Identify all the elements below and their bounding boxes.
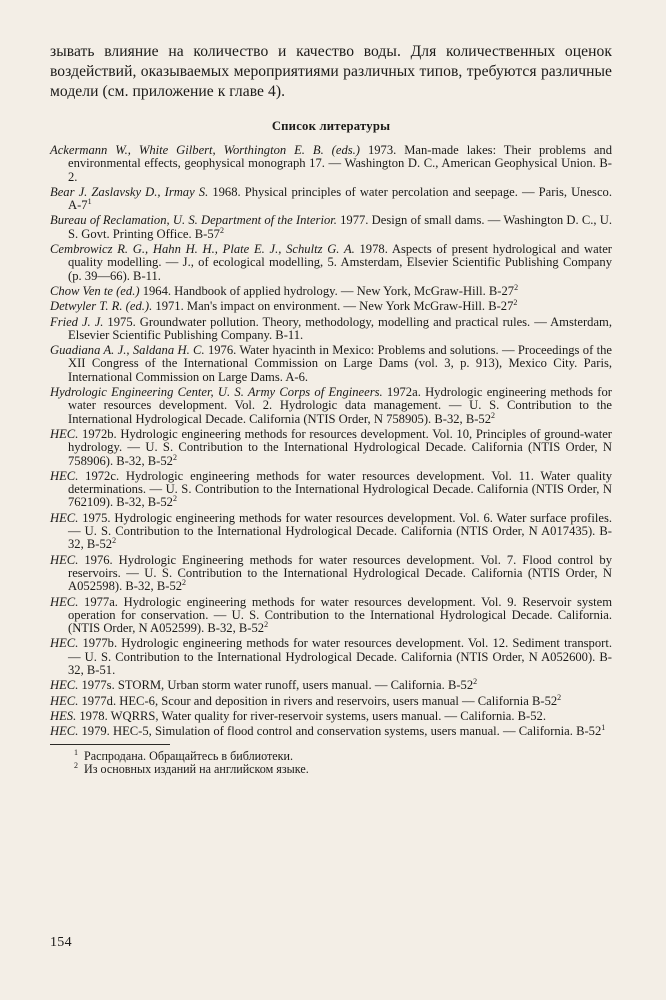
reference-item — [50, 722, 612, 739]
reference-authors: Ackermann W., White Gilbert, Worthington E. B. (eds.) — [50, 143, 360, 157]
reference-item — [50, 512, 612, 552]
reference-authors: Bureau of Reclamation, U. S. Department of the Interior. — [50, 213, 337, 228]
reference-authors: HEC. — [50, 724, 79, 739]
reference-text: 1972b. Hydrologic engineering methods for resources development. Vol. 10, Principles of ground-water hydrology. — U. S. Contribution to the International Hydrological Decade. California (NTIS Order, N 758906). B-32, B-52 — [68, 426, 612, 468]
footnote-marker: 2 — [172, 452, 177, 462]
reference-item — [50, 344, 612, 384]
reference-text: 1973. Man-made lakes: Their problems and environmental effects, geophysical monograph 17. — Washington D. C., American Geophysical Union. B-2. — [68, 143, 613, 184]
footnote-marker: 2 — [557, 692, 562, 702]
reference-item — [50, 554, 612, 594]
reference-authors: Guadiana A. J., Saldana H. C. — [50, 343, 205, 358]
footnote-marker: 2 — [514, 282, 519, 292]
reference-item — [50, 186, 612, 213]
reference-item — [50, 428, 612, 468]
reference-authors: Bear J. Zaslavsky D., Irmay S. — [50, 184, 209, 199]
reference-text: 1978. Aspects of present hydrological and water quality modelling. — J., of ecological modelling, 5. Amsterdam, Elsevier Scientific Publishing Company (p. 39—66). B-11. — [68, 242, 612, 283]
reference-authors: Chow Ven te (ed.) — [50, 283, 140, 298]
reference-text: 1976. Water hyacinth in Mexico: Problems and solutions. — Proceedings of the XII Congress of the International Commission on Large Dams (vol. 3, p. 913), Mexico City. Paris, International Commission on Large Dams. A-6. — [68, 343, 612, 384]
footnote-text: Распродана. Обращайтесь в библиотеки. — [84, 749, 294, 764]
reference-item — [50, 637, 612, 677]
reference-text: 1971. Man's impact on environment. — New York McGraw-Hill. B-27 — [152, 299, 514, 314]
footnote-text: Из основных изданий на английском языке. — [84, 762, 309, 777]
reference-item — [50, 386, 612, 426]
reference-authors: Fried J. J. — [50, 314, 104, 329]
reference-text: 1964. Handbook of applied hydrology. — New York, McGraw-Hill. B-27 — [139, 283, 515, 298]
reference-item — [50, 144, 612, 184]
reference-text: 1976. Hydrologic Engineering methods for water resources development. Vol. 7. Flood control by reservoirs. — U. S. Contribution to the International Hydrological Decade. California (NTIS Order, N A052598). B-32, B-52 — [68, 552, 612, 594]
footnote-marker: 2 — [264, 619, 269, 629]
reference-authors: HEC. — [50, 594, 79, 609]
reference-text: 1977s. STORM, Urban storm water runoff, users manual. — California. B-52 — [78, 678, 474, 693]
footnote-marker: 1 — [601, 722, 606, 732]
footnote-divider — [50, 744, 170, 745]
reference-authors: HES. — [50, 708, 77, 723]
reference-authors: HEC. — [50, 468, 79, 483]
reference-text: 1979. HEC-5, Simulation of flood control and conservation systems, users manual. — California. B-52 — [78, 724, 602, 739]
reference-authors: HEC. — [50, 426, 79, 441]
reference-authors: Hydrologic Engineering Center, U. S. Army Corps of Engineers. — [50, 385, 383, 400]
page-number: 154 — [50, 935, 72, 950]
reference-authors: HEC. — [50, 510, 79, 525]
reference-item — [50, 596, 612, 636]
reference-item — [50, 470, 612, 510]
reference-item — [50, 679, 612, 692]
footnote-marker: 2 — [219, 225, 224, 235]
reference-text: 1977. Design of small dams. — Washington D. C., U. S. Govt. Printing Office. B-57 — [68, 213, 612, 241]
footnote-marker: 1 — [87, 197, 92, 206]
reference-item — [50, 316, 612, 343]
reference-authors: HEC. — [50, 552, 79, 567]
reference-authors: Cembrowicz R. G., Hahn H. H., Plate E. J., Schultz G. A. — [50, 242, 355, 257]
footnote-number: 1 — [74, 748, 78, 758]
footnote-marker: 2 — [491, 410, 496, 420]
reference-text: 1968. Physical principles of water percolation and seepage. — Paris, Unesco. A-7 — [68, 184, 612, 213]
reference-authors: HEC. — [50, 678, 79, 693]
reference-item — [50, 243, 612, 283]
intro-paragraph: зывать влияние на количество и качество воды. Для количественных оценок воздействий, оказываемых мероприятиями различных типов, требуются различные модели (см. приложение к главе 4). — [50, 43, 612, 100]
reference-text: 1972a. Hydrologic engineering methods for water resources development. Vol. 2. Hydrologic data management. — U. S. Contribution to the International Hydrological Decade. California (NTIS Order, N 758905). B-32, B-52 — [68, 385, 612, 426]
reference-text: 1975. Hydrologic engineering methods for water resources development. Vol. 6. Water surface profiles. — U. S. Contribution to the International Hydrological Decade. California (NTIS Order, N A017435). B-32, B-52 — [68, 510, 612, 552]
reference-authors: Detwyler T. R. (ed.). — [50, 299, 153, 314]
reference-item — [50, 300, 612, 313]
reference-item — [50, 692, 612, 708]
footnote — [50, 763, 612, 776]
reference-text: 1978. WQRRS, Water quality for river-reservoir systems, users manual. — California. B-52. — [76, 708, 546, 723]
reference-text: 1977d. HEC-6, Scour and deposition in rivers and reservoirs, users manual — California B-52 — [78, 693, 558, 708]
footnote-marker: 2 — [513, 298, 518, 308]
reference-text: 1977a. Hydrologic engineering methods for water resources development. Vol. 9. Reservoir system operation for conservation. — U. S. Contribution to the International Hydrological Decade. California. (NTIS Order, N A052599). B-32, B-52 — [68, 594, 612, 636]
reference-authors: HEC. — [50, 693, 79, 708]
reference-authors: HEC. — [50, 636, 79, 651]
footnote-number: 2 — [74, 761, 78, 771]
footnote-marker: 2 — [182, 578, 187, 588]
reference-text: 1977b. Hydrologic engineering methods for water resources development. Vol. 12. Sediment transport. — U. S. Contribution to the International Hydrological Decade. California (NTIS Order, N A052600). B-32, B-51. — [68, 636, 612, 677]
reference-list — [50, 144, 612, 738]
footnote-marker: 2 — [112, 536, 117, 546]
reference-text: 1972c. Hydrologic engineering methods for water resources development. Vol. 11. Water quality determinations. — U. S. Contribution to the International Hydrological Decade. California (NTIS Order, N 762109). B-32, B-52 — [68, 468, 612, 510]
reference-item — [50, 282, 612, 298]
reference-item — [50, 710, 612, 723]
reference-item — [50, 214, 612, 241]
footnote-marker: 2 — [473, 677, 478, 687]
book-page — [50, 42, 612, 972]
reference-text: 1975. Groundwater pollution. Theory, methodology, modelling and practical rules. — Amsterdam, Elsevier Scientific Publishing Company. B-11. — [68, 314, 612, 342]
section-title: Список литературы — [271, 119, 391, 133]
footnote-marker: 2 — [172, 494, 177, 504]
